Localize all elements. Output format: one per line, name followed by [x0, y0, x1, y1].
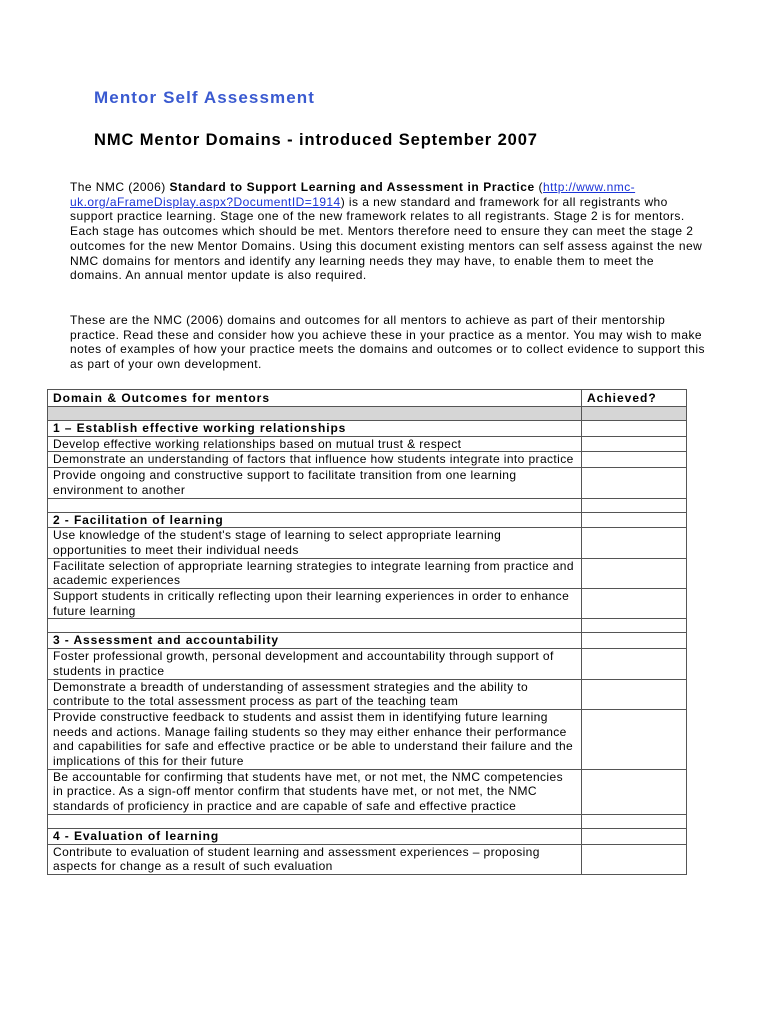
outcome-text: Support students in critically reflecting upon their learning experiences in order to enhance future learning [48, 589, 582, 619]
achieved-cell[interactable] [582, 828, 687, 844]
achieved-cell[interactable] [582, 649, 687, 679]
achieved-cell[interactable] [582, 769, 687, 814]
intro-prefix: The NMC (2006) [70, 180, 170, 194]
outcome-row [48, 769, 687, 814]
outcome-text: Demonstrate an understanding of factors that influence how students integrate into practice [48, 452, 582, 468]
table-header-row [48, 390, 687, 407]
domains-paragraph: These are the NMC (2006) domains and outcomes for all mentors to achieve as part of their mentorship practice. Read these and consider how you achieve these in your practice as a mentor. You may wish to make notes of examples of how your practice meets the domains and outcomes or to collect evidence to support this as part of your own development. [70, 313, 705, 372]
outcome-text: Contribute to evaluation of student learning and assessment experiences – proposing aspects for change as a result of such evaluation [48, 844, 582, 874]
outcome-text: Demonstrate a breadth of understanding of assessment strategies and the ability to contribute to the total assessment process as part of the teaching team [48, 679, 582, 709]
outcome-text: Foster professional growth, personal development and accountability through support of students in practice [48, 649, 582, 679]
domain-title: 2 - Facilitation of learning [48, 512, 582, 528]
outcome-row [48, 528, 687, 558]
header-domain-outcomes: Domain & Outcomes for mentors [48, 390, 582, 407]
domain-row [48, 633, 687, 649]
domain-row [48, 512, 687, 528]
domain-title: 3 - Assessment and accountability [48, 633, 582, 649]
achieved-cell[interactable] [582, 436, 687, 452]
achieved-cell[interactable] [582, 558, 687, 588]
header-achieved: Achieved? [582, 390, 687, 407]
outcome-text: Be accountable for confirming that students have met, or not met, the NMC competencies in practice. As a sign-off mentor confirm that students have met, or not met, the NMC standards of proficiency in practice and are capable of safe and effective practice [48, 769, 582, 814]
achieved-cell[interactable] [582, 528, 687, 558]
document-subtitle: NMC Mentor Domains - introduced September 2007 [94, 131, 538, 149]
nmc-document-link[interactable]: http://www.nmc-uk.org/aFrameDisplay.aspx?DocumentID=1914 [70, 180, 636, 209]
spacer-row [48, 814, 687, 828]
shaded-row [48, 407, 687, 421]
outcome-row [48, 452, 687, 468]
outcome-row [48, 589, 687, 619]
outcome-row [48, 649, 687, 679]
achieved-cell[interactable] [582, 844, 687, 874]
link-close-paren: ) [340, 194, 346, 209]
achieved-cell[interactable] [582, 421, 687, 437]
outcome-text: Provide constructive feedback to students and assist them in identifying future learning needs and actions. Manage failing students so they may either enhance their performance and capabilities for safe and effective practice or be able to understand their failure and the implications of this for their future [48, 709, 582, 769]
outcome-text: Develop effective working relationships based on mutual trust & respect [48, 436, 582, 452]
achieved-cell[interactable] [582, 589, 687, 619]
achieved-cell[interactable] [582, 468, 687, 498]
achieved-cell[interactable] [582, 633, 687, 649]
outcome-row [48, 436, 687, 452]
outcome-row [48, 558, 687, 588]
achieved-cell[interactable] [582, 679, 687, 709]
outcome-text: Provide ongoing and constructive support to facilitate transition from one learning environment to another [48, 468, 582, 498]
domains-table [47, 389, 687, 875]
domain-title: 1 – Establish effective working relationships [48, 421, 582, 437]
standard-name: Standard to Support Learning and Assessment in Practice [169, 180, 535, 194]
achieved-cell[interactable] [582, 452, 687, 468]
link-open-paren: ( [538, 180, 543, 194]
outcome-row [48, 468, 687, 498]
domain-row [48, 421, 687, 437]
spacer-row [48, 619, 687, 633]
intro-paragraph [70, 180, 710, 283]
spacer-row [48, 498, 687, 512]
intro-body: is a new standard and framework for all registrants who support practice learning. Stage one of the new framework relates to all registrants. Stage 2 is for mentors. Each stage has outcomes which should be met. Mentors therefore need to ensure they can meet the stage 2 outcomes for the new Mentor Domains. Using this document existing mentors can self assess against the new NMC domains for mentors and identify any learning needs they may have, to enable them to meet the domains. An annual mentor update is also required. [70, 194, 703, 283]
outcome-text: Facilitate selection of appropriate learning strategies to integrate learning from practice and academic experiences [48, 558, 582, 588]
domain-row [48, 828, 687, 844]
outcome-row [48, 709, 687, 769]
document-title: Mentor Self Assessment [94, 88, 316, 107]
domain-title: 4 - Evaluation of learning [48, 828, 582, 844]
outcome-text: Use knowledge of the student's stage of learning to select appropriate learning opportunities to meet their individual needs [48, 528, 582, 558]
achieved-cell[interactable] [582, 709, 687, 769]
outcome-row [48, 679, 687, 709]
outcome-row [48, 844, 687, 874]
achieved-cell[interactable] [582, 512, 687, 528]
